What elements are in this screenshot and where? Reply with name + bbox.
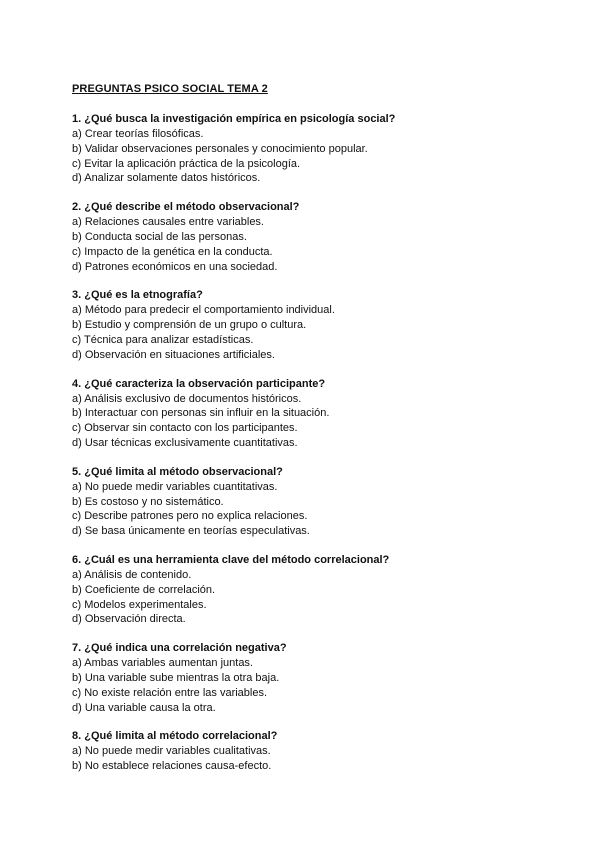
answer-option: d) Se basa únicamente en teorías especulativas. — [72, 525, 310, 538]
answer-option: d) Observación directa. — [72, 613, 186, 626]
question-text: 2. ¿Qué describe el método observacional? — [72, 201, 300, 214]
question-text: 8. ¿Qué limita al método correlacional? — [72, 730, 278, 743]
answer-option: b) Conducta social de las personas. — [72, 230, 247, 243]
answer-option: b) Validar observaciones personales y conocimiento popular. — [72, 142, 368, 155]
answer-option: a) Relaciones causales entre variables. — [72, 216, 264, 229]
answer-option: a) Análisis exclusivo de documentos históricos. — [72, 392, 302, 405]
answer-option: a) Análisis de contenido. — [72, 568, 192, 581]
question-text: 3. ¿Qué es la etnografía? — [72, 289, 203, 302]
answer-option: c) Técnica para analizar estadísticas. — [72, 333, 254, 346]
answer-option: b) Estudio y comprensión de un grupo o cultura. — [72, 319, 307, 332]
answer-option: b) No establece relaciones causa-efecto. — [72, 760, 272, 773]
answer-option: a) No puede medir variables cualitativas. — [72, 745, 271, 758]
question-block — [72, 200, 542, 274]
document-page — [72, 82, 542, 788]
question-text: 1. ¿Qué busca la investigación empírica en psicología social? — [72, 113, 396, 125]
answer-option: d) Una variable causa la otra. — [72, 701, 216, 714]
question-block — [72, 112, 542, 186]
question-text: 7. ¿Qué indica una correlación negativa? — [72, 642, 287, 655]
answer-option: d) Observación en situaciones artificiales. — [72, 348, 275, 361]
answer-option: b) Una variable sube mientras la otra baja. — [72, 671, 280, 684]
question-text: 6. ¿Cuál es una herramienta clave del método correlacional? — [72, 553, 390, 566]
answer-option: a) No puede medir variables cuantitativas. — [72, 480, 278, 493]
question-text: 4. ¿Qué caracteriza la observación participante? — [72, 377, 326, 390]
question-block — [72, 288, 542, 362]
question-block — [72, 553, 542, 627]
question-block — [72, 729, 542, 774]
answer-option: b) Interactuar con personas sin influir en la situación. — [72, 407, 330, 420]
answer-option: d) Analizar solamente datos históricos. — [72, 172, 261, 185]
document-title: PREGUNTAS PSICO SOCIAL TEMA 2 — [72, 83, 268, 95]
answer-option: c) No existe relación entre las variables. — [72, 686, 268, 699]
question-block — [72, 465, 542, 539]
answer-option: c) Modelos experimentales. — [72, 598, 207, 611]
answer-option: b) Coeficiente de correlación. — [72, 583, 216, 596]
question-list — [72, 112, 542, 774]
question-block — [72, 641, 542, 715]
answer-option: d) Patrones económicos en una sociedad. — [72, 260, 278, 273]
answer-option: d) Usar técnicas exclusivamente cuantitativas. — [72, 436, 298, 449]
answer-option: c) Describe patrones pero no explica relaciones. — [72, 510, 308, 523]
answer-option: c) Evitar la aplicación práctica de la psicología. — [72, 157, 301, 170]
question-text: 5. ¿Qué limita al método observacional? — [72, 465, 283, 478]
answer-option: b) Es costoso y no sistemático. — [72, 495, 224, 508]
question-block — [72, 377, 542, 451]
answer-option: a) Crear teorías filosóficas. — [72, 128, 204, 140]
answer-option: a) Método para predecir el comportamiento individual. — [72, 304, 335, 317]
answer-option: c) Impacto de la genética en la conducta. — [72, 245, 273, 258]
answer-option: a) Ambas variables aumentan juntas. — [72, 657, 253, 670]
answer-option: c) Observar sin contacto con los participantes. — [72, 422, 298, 435]
